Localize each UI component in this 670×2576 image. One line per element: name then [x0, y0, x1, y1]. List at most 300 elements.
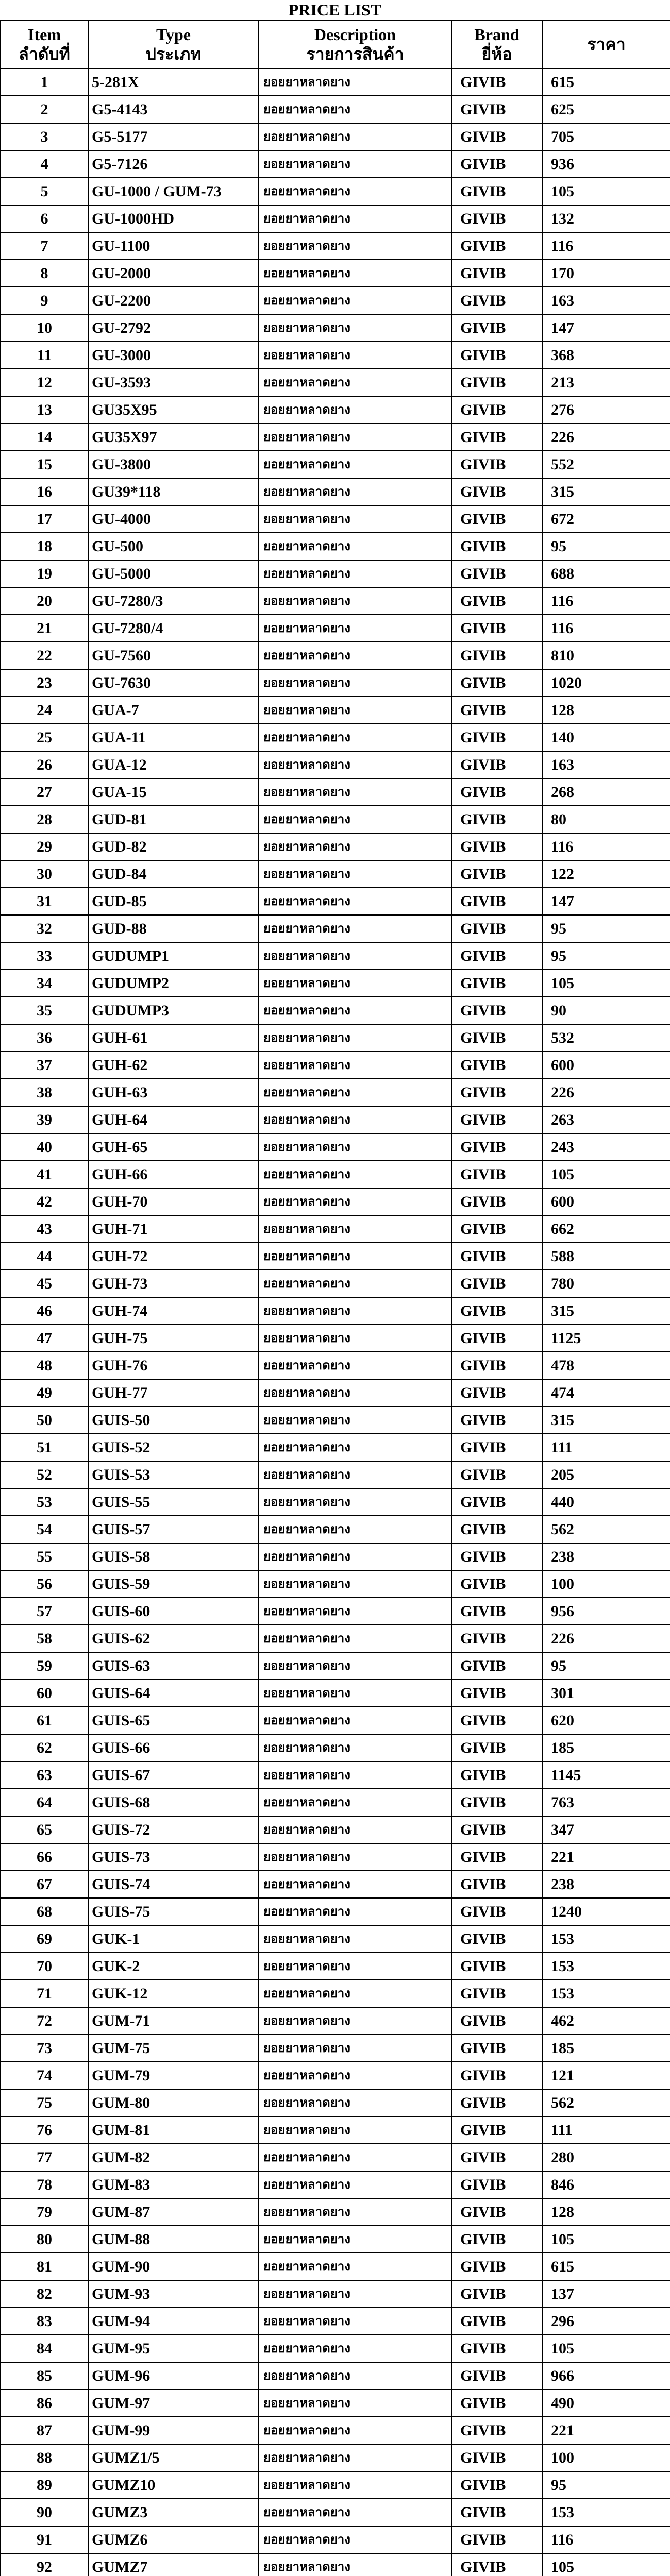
brand-cell: GIVIB [451, 2116, 542, 2144]
brand-cell: GIVIB [451, 860, 542, 888]
table-row [1, 123, 670, 150]
brand-cell: GIVIB [451, 2144, 542, 2171]
description-cell: ยอยยาหลาดยาง [259, 205, 451, 232]
table-row [1, 2471, 670, 2499]
type-cell: GUM-99 [88, 2417, 259, 2444]
type-cell: GU-2792 [88, 314, 259, 342]
type-cell: GUM-95 [88, 2335, 259, 2362]
item-number-cell: 3 [1, 123, 88, 150]
table-row [1, 1761, 670, 1789]
table-row [1, 1052, 670, 1079]
description-cell: ยอยยาหลาดยาง [259, 2089, 451, 2116]
table-row [1, 423, 670, 451]
header-brand [451, 20, 542, 69]
price-cell: 243 [542, 1133, 670, 1161]
item-number-cell: 78 [1, 2171, 88, 2198]
item-number-cell: 74 [1, 2062, 88, 2089]
item-number-cell: 33 [1, 942, 88, 970]
header-type [88, 20, 259, 69]
price-cell: 116 [542, 615, 670, 642]
table-row [1, 860, 670, 888]
price-cell: 111 [542, 2116, 670, 2144]
price-cell: 562 [542, 2089, 670, 2116]
description-cell: ยอยยาหลาดยาง [259, 560, 451, 587]
item-number-cell: 90 [1, 2499, 88, 2526]
description-cell: ยอยยาหลาดยาง [259, 1570, 451, 1598]
description-cell: ยอยยาหลาดยาง [259, 806, 451, 833]
type-cell: GUD-85 [88, 888, 259, 915]
type-cell: GUIS-67 [88, 1761, 259, 1789]
item-number-cell: 71 [1, 1980, 88, 2007]
type-cell: GU-5000 [88, 560, 259, 587]
description-cell: ยอยยาหลาดยาง [259, 1761, 451, 1789]
description-cell: ยอยยาหลาดยาง [259, 369, 451, 396]
table-row [1, 260, 670, 287]
brand-cell: GIVIB [451, 1106, 542, 1133]
type-cell: GUMZ6 [88, 2526, 259, 2553]
item-number-cell: 55 [1, 1543, 88, 1570]
brand-cell: GIVIB [451, 1243, 542, 1270]
type-cell: GUIS-68 [88, 1789, 259, 1816]
table-row [1, 1188, 670, 1215]
table-row [1, 1161, 670, 1188]
table-row [1, 369, 670, 396]
price-cell: 105 [542, 178, 670, 205]
type-cell: GUH-72 [88, 1243, 259, 1270]
description-cell: ยอยยาหลาดยาง [259, 942, 451, 970]
item-number-cell: 63 [1, 1761, 88, 1789]
price-cell: 600 [542, 1052, 670, 1079]
price-cell: 205 [542, 1461, 670, 1488]
description-cell: ยอยยาหลาดยาง [259, 2062, 451, 2089]
table-row [1, 1980, 670, 2007]
type-cell: GUH-70 [88, 1188, 259, 1215]
description-cell: ยอยยาหลาดยาง [259, 2280, 451, 2308]
brand-cell: GIVIB [451, 615, 542, 642]
type-cell: GU-7280/4 [88, 615, 259, 642]
table-row [1, 1461, 670, 1488]
description-cell: ยอยยาหลาดยาง [259, 1052, 451, 1079]
brand-cell: GIVIB [451, 1215, 542, 1243]
brand-cell: GIVIB [451, 1516, 542, 1543]
price-cell: 116 [542, 587, 670, 615]
price-cell: 122 [542, 860, 670, 888]
table-row [1, 533, 670, 560]
brand-cell: GIVIB [451, 2089, 542, 2116]
table-row [1, 1625, 670, 1652]
brand-cell: GIVIB [451, 69, 542, 96]
type-cell: GU-1000HD [88, 205, 259, 232]
item-number-cell: 37 [1, 1052, 88, 1079]
table-row [1, 888, 670, 915]
price-cell: 532 [542, 1024, 670, 1052]
brand-cell: GIVIB [451, 1161, 542, 1188]
type-cell: GU-4000 [88, 505, 259, 533]
item-number-cell: 11 [1, 342, 88, 369]
price-cell: 105 [542, 970, 670, 997]
price-cell: 315 [542, 1406, 670, 1434]
price-cell: 95 [542, 1652, 670, 1680]
price-cell: 111 [542, 1434, 670, 1461]
item-number-cell: 62 [1, 1734, 88, 1761]
header-price-th: ราคา [587, 35, 626, 54]
brand-cell: GIVIB [451, 1652, 542, 1680]
price-cell: 315 [542, 478, 670, 505]
item-number-cell: 15 [1, 451, 88, 478]
brand-cell: GIVIB [451, 970, 542, 997]
type-cell: GUIS-59 [88, 1570, 259, 1598]
brand-cell: GIVIB [451, 505, 542, 533]
price-cell: 221 [542, 2417, 670, 2444]
description-cell: ยอยยาหลาดยาง [259, 669, 451, 697]
table-row [1, 1789, 670, 1816]
price-cell: 80 [542, 806, 670, 833]
description-cell: ยอยยาหลาดยาง [259, 1843, 451, 1871]
table-row [1, 1734, 670, 1761]
type-cell: GU-1100 [88, 232, 259, 260]
table-row [1, 1488, 670, 1516]
price-cell: 368 [542, 342, 670, 369]
table-row [1, 2171, 670, 2198]
table-row [1, 342, 670, 369]
table-row [1, 751, 670, 778]
item-number-cell: 12 [1, 369, 88, 396]
table-row [1, 478, 670, 505]
price-cell: 846 [542, 2171, 670, 2198]
table-row [1, 396, 670, 423]
brand-cell: GIVIB [451, 1024, 542, 1052]
price-table [0, 20, 670, 2576]
table-row [1, 1871, 670, 1898]
price-cell: 662 [542, 1215, 670, 1243]
type-cell: GUA-12 [88, 751, 259, 778]
table-row [1, 778, 670, 806]
brand-cell: GIVIB [451, 1570, 542, 1598]
header-description-th: รายการสินค้า [306, 45, 404, 63]
description-cell: ยอยยาหลาดยาง [259, 2335, 451, 2362]
price-cell: 1125 [542, 1325, 670, 1352]
table-row [1, 970, 670, 997]
type-cell: GUH-75 [88, 1325, 259, 1352]
item-number-cell: 89 [1, 2471, 88, 2499]
description-cell: ยอยยาหลาดยาง [259, 997, 451, 1024]
price-cell: 105 [542, 2335, 670, 2362]
item-number-cell: 58 [1, 1625, 88, 1652]
brand-cell: GIVIB [451, 587, 542, 615]
item-number-cell: 92 [1, 2553, 88, 2576]
brand-cell: GIVIB [451, 1434, 542, 1461]
price-cell: 95 [542, 2471, 670, 2499]
table-row [1, 2062, 670, 2089]
type-cell: GUA-7 [88, 697, 259, 724]
description-cell: ยอยยาหลาดยาง [259, 888, 451, 915]
brand-cell: GIVIB [451, 751, 542, 778]
item-number-cell: 85 [1, 2362, 88, 2389]
table-row [1, 232, 670, 260]
table-row [1, 2089, 670, 2116]
table-row [1, 1843, 670, 1871]
description-cell: ยอยยาหลาดยาง [259, 69, 451, 96]
type-cell: GU-3000 [88, 342, 259, 369]
brand-cell: GIVIB [451, 342, 542, 369]
header-item [1, 20, 88, 69]
price-cell: 956 [542, 1598, 670, 1625]
type-cell: GUIS-65 [88, 1707, 259, 1734]
header-brand-en: Brand [474, 25, 520, 44]
type-cell: GUM-93 [88, 2280, 259, 2308]
brand-cell: GIVIB [451, 560, 542, 587]
type-cell: GU-7630 [88, 669, 259, 697]
description-cell: ยอยยาหลาดยาง [259, 1461, 451, 1488]
description-cell: ยอยยาหลาดยาง [259, 423, 451, 451]
item-number-cell: 6 [1, 205, 88, 232]
table-row [1, 287, 670, 314]
type-cell: GUK-1 [88, 1925, 259, 1953]
table-row [1, 942, 670, 970]
brand-cell: GIVIB [451, 778, 542, 806]
table-row [1, 724, 670, 751]
price-cell: 221 [542, 1843, 670, 1871]
brand-cell: GIVIB [451, 2389, 542, 2417]
type-cell: GUD-82 [88, 833, 259, 860]
brand-cell: GIVIB [451, 2171, 542, 2198]
price-cell: 620 [542, 1707, 670, 1734]
header-price [542, 20, 670, 69]
type-cell: GUIS-64 [88, 1680, 259, 1707]
type-cell: GUM-75 [88, 2035, 259, 2062]
price-cell: 238 [542, 1543, 670, 1570]
item-number-cell: 69 [1, 1925, 88, 1953]
description-cell: ยอยยาหลาดยาง [259, 778, 451, 806]
type-cell: GUM-97 [88, 2389, 259, 2417]
description-cell: ยอยยาหลาดยาง [259, 2007, 451, 2035]
header-description-en: Description [314, 25, 396, 44]
price-cell: 276 [542, 396, 670, 423]
brand-cell: GIVIB [451, 1625, 542, 1652]
type-cell: GUIS-55 [88, 1488, 259, 1516]
type-cell: GU-1000 / GUM-73 [88, 178, 259, 205]
brand-cell: GIVIB [451, 669, 542, 697]
brand-cell: GIVIB [451, 96, 542, 123]
description-cell: ยอยยาหลาดยาง [259, 1379, 451, 1406]
brand-cell: GIVIB [451, 2444, 542, 2471]
brand-cell: GIVIB [451, 1052, 542, 1079]
price-cell: 462 [542, 2007, 670, 2035]
type-cell: GUIS-63 [88, 1652, 259, 1680]
description-cell: ยอยยาหลาดยาง [259, 1243, 451, 1270]
type-cell: GUK-12 [88, 1980, 259, 2007]
type-cell: GUD-84 [88, 860, 259, 888]
table-row [1, 1680, 670, 1707]
type-cell: GUIS-74 [88, 1871, 259, 1898]
table-row [1, 2444, 670, 2471]
description-cell: ยอยยาหลาดยาง [259, 1079, 451, 1106]
brand-cell: GIVIB [451, 1379, 542, 1406]
brand-cell: GIVIB [451, 1925, 542, 1953]
type-cell: GUH-61 [88, 1024, 259, 1052]
item-number-cell: 59 [1, 1652, 88, 1680]
header-description [259, 20, 451, 69]
item-number-cell: 2 [1, 96, 88, 123]
brand-cell: GIVIB [451, 1680, 542, 1707]
price-cell: 132 [542, 205, 670, 232]
description-cell: ยอยยาหลาดยาง [259, 1598, 451, 1625]
table-row [1, 2308, 670, 2335]
item-number-cell: 67 [1, 1871, 88, 1898]
table-row [1, 2499, 670, 2526]
brand-cell: GIVIB [451, 2062, 542, 2089]
item-number-cell: 53 [1, 1488, 88, 1516]
header-type-th: ประเภท [145, 45, 202, 63]
brand-cell: GIVIB [451, 2226, 542, 2253]
item-number-cell: 50 [1, 1406, 88, 1434]
item-number-cell: 65 [1, 1816, 88, 1843]
description-cell: ยอยยาหลาดยาง [259, 615, 451, 642]
description-cell: ยอยยาหลาดยาง [259, 1898, 451, 1925]
item-number-cell: 4 [1, 150, 88, 178]
price-cell: 105 [542, 2553, 670, 2576]
item-number-cell: 39 [1, 1106, 88, 1133]
table-row [1, 150, 670, 178]
brand-cell: GIVIB [451, 1325, 542, 1352]
brand-cell: GIVIB [451, 1598, 542, 1625]
description-cell: ยอยยาหลาดยาง [259, 1516, 451, 1543]
table-row [1, 1516, 670, 1543]
item-number-cell: 81 [1, 2253, 88, 2280]
table-row [1, 1953, 670, 1980]
brand-cell: GIVIB [451, 1543, 542, 1570]
brand-cell: GIVIB [451, 997, 542, 1024]
item-number-cell: 57 [1, 1598, 88, 1625]
table-row [1, 997, 670, 1024]
item-number-cell: 83 [1, 2308, 88, 2335]
type-cell: GUIS-73 [88, 1843, 259, 1871]
table-row [1, 1215, 670, 1243]
price-cell: 672 [542, 505, 670, 533]
brand-cell: GIVIB [451, 1789, 542, 1816]
description-cell: ยอยยาหลาดยาง [259, 1980, 451, 2007]
price-cell: 763 [542, 1789, 670, 1816]
type-cell: GUM-71 [88, 2007, 259, 2035]
price-cell: 600 [542, 1188, 670, 1215]
description-cell: ยอยยาหลาดยาง [259, 1871, 451, 1898]
item-number-cell: 25 [1, 724, 88, 751]
table-row [1, 2280, 670, 2308]
description-cell: ยอยยาหลาดยาง [259, 96, 451, 123]
table-row [1, 1434, 670, 1461]
description-cell: ยอยยาหลาดยาง [259, 1215, 451, 1243]
table-row [1, 1598, 670, 1625]
table-row [1, 697, 670, 724]
item-number-cell: 68 [1, 1898, 88, 1925]
brand-cell: GIVIB [451, 2553, 542, 2576]
description-cell: ยอยยาหลาดยาง [259, 1789, 451, 1816]
price-cell: 936 [542, 150, 670, 178]
brand-cell: GIVIB [451, 1980, 542, 2007]
item-number-cell: 31 [1, 888, 88, 915]
item-number-cell: 17 [1, 505, 88, 533]
brand-cell: GIVIB [451, 232, 542, 260]
type-cell: GU39*118 [88, 478, 259, 505]
item-number-cell: 9 [1, 287, 88, 314]
price-cell: 185 [542, 2035, 670, 2062]
item-number-cell: 72 [1, 2007, 88, 2035]
price-cell: 153 [542, 1980, 670, 2007]
table-row [1, 69, 670, 96]
price-cell: 163 [542, 287, 670, 314]
item-number-cell: 41 [1, 1161, 88, 1188]
item-number-cell: 76 [1, 2116, 88, 2144]
price-cell: 153 [542, 1953, 670, 1980]
table-row [1, 2035, 670, 2062]
table-row [1, 833, 670, 860]
type-cell: GUH-62 [88, 1052, 259, 1079]
description-cell: ยอยยาหลาดยาง [259, 2035, 451, 2062]
price-cell: 226 [542, 1079, 670, 1106]
type-cell: GUH-65 [88, 1133, 259, 1161]
table-row [1, 1106, 670, 1133]
brand-cell: GIVIB [451, 1843, 542, 1871]
type-cell: GU35X97 [88, 423, 259, 451]
table-row [1, 1243, 670, 1270]
description-cell: ยอยยาหลาดยาง [259, 1133, 451, 1161]
table-row [1, 1270, 670, 1297]
description-cell: ยอยยาหลาดยาง [259, 2171, 451, 2198]
item-number-cell: 36 [1, 1024, 88, 1052]
brand-cell: GIVIB [451, 2471, 542, 2499]
item-number-cell: 70 [1, 1953, 88, 1980]
type-cell: GUM-87 [88, 2198, 259, 2226]
item-number-cell: 42 [1, 1188, 88, 1215]
brand-cell: GIVIB [451, 724, 542, 751]
page-title: PRICE LIST [288, 1, 382, 19]
type-cell: GUH-71 [88, 1215, 259, 1243]
description-cell: ยอยยาหลาดยาง [259, 724, 451, 751]
description-cell: ยอยยาหลาดยาง [259, 232, 451, 260]
type-cell: GUM-81 [88, 2116, 259, 2144]
description-cell: ยอยยาหลาดยาง [259, 697, 451, 724]
item-number-cell: 61 [1, 1707, 88, 1734]
price-cell: 95 [542, 533, 670, 560]
brand-cell: GIVIB [451, 1953, 542, 1980]
item-number-cell: 46 [1, 1297, 88, 1325]
description-cell: ยอยยาหลาดยาง [259, 505, 451, 533]
brand-cell: GIVIB [451, 1707, 542, 1734]
item-number-cell: 79 [1, 2198, 88, 2226]
description-cell: ยอยยาหลาดยาง [259, 2308, 451, 2335]
brand-cell: GIVIB [451, 942, 542, 970]
item-number-cell: 10 [1, 314, 88, 342]
table-row [1, 2226, 670, 2253]
header-item-en: Item [28, 25, 61, 44]
type-cell: GUIS-60 [88, 1598, 259, 1625]
brand-cell: GIVIB [451, 369, 542, 396]
description-cell: ยอยยาหลาดยาง [259, 2362, 451, 2389]
item-number-cell: 91 [1, 2526, 88, 2553]
item-number-cell: 30 [1, 860, 88, 888]
table-row [1, 505, 670, 533]
type-cell: GUH-66 [88, 1161, 259, 1188]
table-row [1, 1543, 670, 1570]
table-row [1, 2253, 670, 2280]
header-brand-th: ยี่ห้อ [481, 45, 512, 63]
item-number-cell: 1 [1, 69, 88, 96]
price-cell: 280 [542, 2144, 670, 2171]
item-number-cell: 18 [1, 533, 88, 560]
type-cell: GU-3800 [88, 451, 259, 478]
item-number-cell: 40 [1, 1133, 88, 1161]
type-cell: GUMZ10 [88, 2471, 259, 2499]
